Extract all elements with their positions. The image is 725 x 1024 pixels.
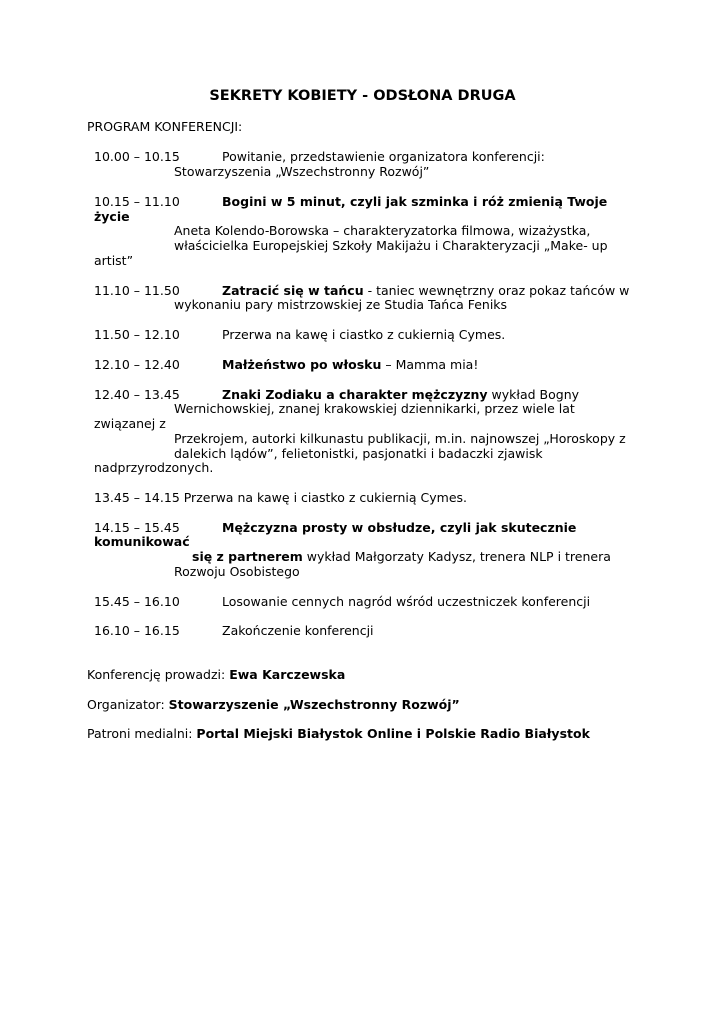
item-description: artist” — [94, 253, 134, 268]
item-description: Stowarzyszenia „Wszechstronny Rozwój” — [174, 164, 430, 179]
item-title: Mężczyzna prosty w obsłudze, czyli jak skutecznie — [222, 520, 577, 535]
media-patrons-line: Patroni medialni: Portal Miejski Białystok Online i Polskie Radio Białystok — [87, 726, 590, 741]
item-description: Zakończenie konferencji — [222, 623, 374, 638]
item-time: 12.40 – 13.45 — [94, 387, 180, 402]
item-time: 11.10 – 11.50 — [94, 283, 180, 298]
item-description: Losowanie cennych nagród wśród uczestniczek konferencji — [222, 594, 591, 609]
document-title: SEKRETY KOBIETY - ODSŁONA DRUGA — [209, 88, 516, 104]
item-time: 10.15 – 11.10 — [94, 194, 180, 209]
item-description: Przekrojem, autorki kilkunastu publikacji, m.in. najnowszej „Horoskopy z — [174, 431, 626, 446]
item-title-line: się z partnerem wykład Małgorzaty Kadysz, trenera NLP i trenera — [192, 549, 611, 564]
item-time: 12.10 – 12.40 — [94, 357, 180, 372]
item-description: nadprzyrodzonych. — [94, 460, 214, 475]
item-title-line: Znaki Zodiaku a charakter mężczyzny wykład Bogny — [222, 387, 580, 402]
host-line: Konferencję prowadzi: Ewa Karczewska — [87, 667, 346, 682]
program-heading: PROGRAM KONFERENCJI: — [87, 119, 243, 134]
item-description: Wernichowskiej, znanej krakowskiej dziennikarki, przez wiele lat — [174, 401, 575, 416]
item-description: związanej z — [94, 416, 166, 431]
item-title-line: Zatracić się w tańcu - taniec wewnętrzny oraz pokaz tańców w — [222, 283, 630, 298]
item-description: Przerwa na kawę i ciastko z cukiernią Cymes. — [222, 327, 506, 342]
item-title: komunikować — [94, 534, 190, 549]
organizer-line: Organizator: Stowarzyszenie „Wszechstronny Rozwój” — [87, 697, 460, 712]
item-time: 15.45 – 16.10 — [94, 594, 180, 609]
item-description: Aneta Kolendo-Borowska – charakteryzatorka filmowa, wizażystka, — [174, 223, 591, 238]
item-description: właścicielka Europejskiej Szkoły Makijażu i Charakteryzacji „Make- up — [174, 238, 608, 253]
item-title-line: Małżeństwo po włosku – Mamma mia! — [222, 357, 479, 372]
item-time: 14.15 – 15.45 — [94, 520, 180, 535]
item-time: 16.10 – 16.15 — [94, 623, 180, 638]
item-description: dalekich lądów”, felietonistki, pasjonatki i badaczki zjawisk — [174, 446, 543, 461]
item-time: 11.50 – 12.10 — [94, 327, 180, 342]
item-time-and-description: 13.45 – 14.15 Przerwa na kawę i ciastko z cukiernią Cymes. — [94, 490, 468, 505]
item-time: 10.00 – 10.15 — [94, 149, 180, 164]
item-title: Bogini w 5 minut, czyli jak szminka i róż zmienią Twoje — [222, 194, 608, 209]
item-description: Rozwoju Osobistego — [174, 564, 300, 579]
item-description: Powitanie, przedstawienie organizatora konferencji: — [222, 149, 545, 164]
item-title: życie — [94, 209, 130, 224]
item-description: wykonaniu pary mistrzowskiej ze Studia Tańca Feniks — [174, 297, 508, 312]
